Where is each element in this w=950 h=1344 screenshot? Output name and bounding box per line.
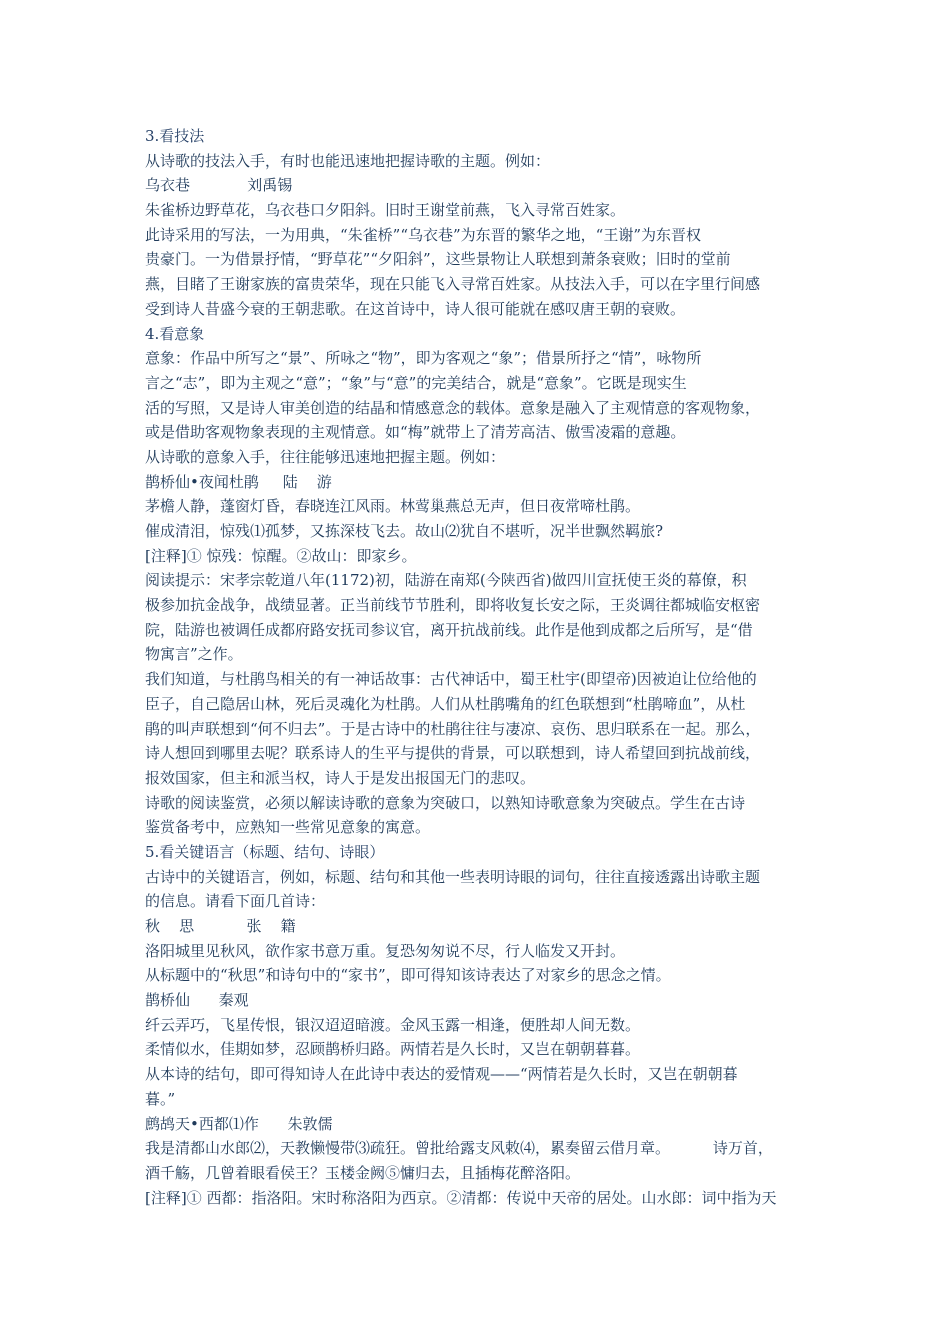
paragraph-line: 从诗歌的技法入手，有时也能迅速地把握诗歌的主题。例如： [145, 151, 551, 170]
poem-line: 柔情似水，佳期如梦，忍顾鹊桥归路。两情若是久长时，又岂在朝朝暮暮。 [145, 1040, 641, 1059]
poem-title-line: 鹊桥仙•夜闻杜鹃 陆 游 [145, 472, 332, 491]
section-heading-techniques: 3.看技法 [145, 127, 205, 145]
poem-line: 纤云弄巧，飞星传恨，银汉迢迢暗渡。金风玉露一相逢，便胜却人间无数。 [145, 1015, 641, 1034]
paragraph-line: 诗人想回到哪里去呢？联系诗人的生平与提供的背景，可以联想到，诗人希望回到抗战前线， [145, 744, 761, 763]
paragraph-line: 活的写照，又是诗人审美创造的结晶和情感意念的载体。意象是融入了主观情意的客观物象， [145, 398, 761, 417]
document-body [145, 124, 815, 1210]
section-heading-imagery: 4.看意象 [145, 324, 205, 343]
annotation-line: [注释]① 惊残：惊醒。②故山：即家乡。 [145, 546, 417, 565]
paragraph-line: 从本诗的结句，即可得知诗人在此诗中表达的爱情观——“两情若是久长时，又岂在朝朝暮 [145, 1065, 738, 1084]
paragraph-line: 院，陆游也被调任成都府路安抚司参议官，离开抗战前线。此作是他到成都之后所写，是“借 [145, 620, 753, 639]
section-heading-key-language: 5.看关键语言（标题、结句、诗眼） [145, 842, 385, 861]
paragraph-line: 受到诗人昔盛今衰的王朝悲歌。在这首诗中，诗人很可能就在感叹唐王朝的衰败。 [145, 299, 686, 318]
paragraph-line: 从标题中的“秋思”和诗句中的“家书”，即可得知该诗表达了对家乡的思念之情。 [145, 966, 671, 985]
poem-line: 洛阳城里见秋风，欲作家书意万重。复恐匆匆说不尽，行人临发又开封。 [145, 941, 626, 960]
paragraph-line: 臣子，自己隐居山林，死后灵魂化为杜鹃。人们从杜鹃嘴角的红色联想到“杜鹃啼血”，从杜 [145, 694, 746, 713]
poem-line: 朱雀桥边野草花，乌衣巷口夕阳斜。旧时王谢堂前燕，飞入寻常百姓家。 [145, 201, 626, 220]
paragraph-line: 意象：作品中所写之“景”、所咏之“物”，即为客观之“象”；借景所抒之“情”，咏物所 [145, 349, 702, 368]
paragraph-line: 燕，目睹了王谢家族的富贵荣华，现在只能飞入寻常百姓家。从技法入手，可以在字里行间感 [145, 275, 761, 294]
paragraph-line: 鉴赏备考中，应熟知一些常见意象的寓意。 [145, 818, 431, 837]
paragraph-line: 从诗歌的意象入手，往往能够迅速地把握主题。例如： [145, 447, 506, 466]
poem-line: 酒千觞，几曾着眼看侯王？玉楼金阙⑤慵归去，且插梅花醉洛阳。 [145, 1163, 581, 1182]
poem-title-line: 秋 思 张 籍 [145, 917, 296, 935]
poem-title-line: 乌衣巷 刘禹锡 [145, 176, 293, 195]
paragraph-line: 极参加抗金战争，战绩显著。正当前线节节胜利，即将收复长安之际，王炎调往都城临安枢密 [145, 596, 761, 615]
paragraph-line: 报效国家，但主和派当权，诗人于是发出报国无门的悲叹。 [145, 768, 536, 787]
poem-line: 茅檐人静，蓬窗灯昏，春晓连江风雨。林莺巢燕总无声，但日夜常啼杜鹃。 [145, 497, 641, 516]
paragraph-line: 物寓言”之作。 [145, 645, 243, 664]
paragraph-line: 的信息。请看下面几首诗： [145, 892, 326, 911]
poem-title-line: 鹊桥仙 秦观 [145, 991, 249, 1010]
paragraph-line: 此诗采用的写法，一为用典，“朱雀桥”“乌衣巷”为东晋的繁华之地，“王谢”为东晋权 [145, 225, 702, 244]
paragraph-line: 阅读提示：宋孝宗乾道八年(1172)初，陆游在南郑(今陕西省)做四川宣抚使王炎的幕僚，积 [145, 571, 747, 590]
poem-line: 催成清泪，惊残⑴孤梦，又拣深枝飞去。故山⑵犹自不堪听，况半世飘然羁旅? [145, 522, 664, 540]
paragraph-line: 我们知道，与杜鹃鸟相关的有一神话故事：古代神话中，蜀王杜宇(即望帝)因被迫让位给他的 [145, 670, 757, 689]
paragraph-line: 言之“志”，即为主观之“意”；“象”与“意”的完美结合，就是“意象”。它既是现实生 [145, 373, 687, 392]
paragraph-line: 鹃的叫声联想到“何不归去”。于是古诗中的杜鹃往往与凄凉、哀伤、思归联系在一起。那么， [145, 719, 761, 738]
paragraph-line: 或是借助客观物象表现的主观情意。如“梅”就带上了清芳高洁、傲雪凌霜的意趣。 [145, 423, 686, 442]
paragraph-line: 古诗中的关键语言，例如，标题、结句和其他一些表明诗眼的词句，往往直接透露出诗歌主题 [145, 867, 761, 886]
paragraph-line: 诗歌的阅读鉴赏，必须以解读诗歌的意象为突破口，以熟知诗歌意象为突破点。学生在古诗 [145, 793, 746, 812]
paragraph-line: 暮。” [145, 1089, 176, 1108]
poem-line: 我是清都山水郎⑵，天教懒慢带⑶疏狂。曾批给露支风敕⑷，累奏留云借月章。 诗万首， [145, 1139, 773, 1158]
annotation-line: [注释]① 西都：指洛阳。宋时称洛阳为西京。②清都：传说中天帝的居处。山水郎：词中指为天 [145, 1188, 777, 1207]
poem-title-line: 鹧鸪天•西都⑴作 朱敦儒 [145, 1114, 333, 1133]
paragraph-line: 贵豪门。一为借景抒情，“野草花”“夕阳斜”，这些景物让人联想到萧条衰败；旧时的堂前 [145, 250, 731, 269]
